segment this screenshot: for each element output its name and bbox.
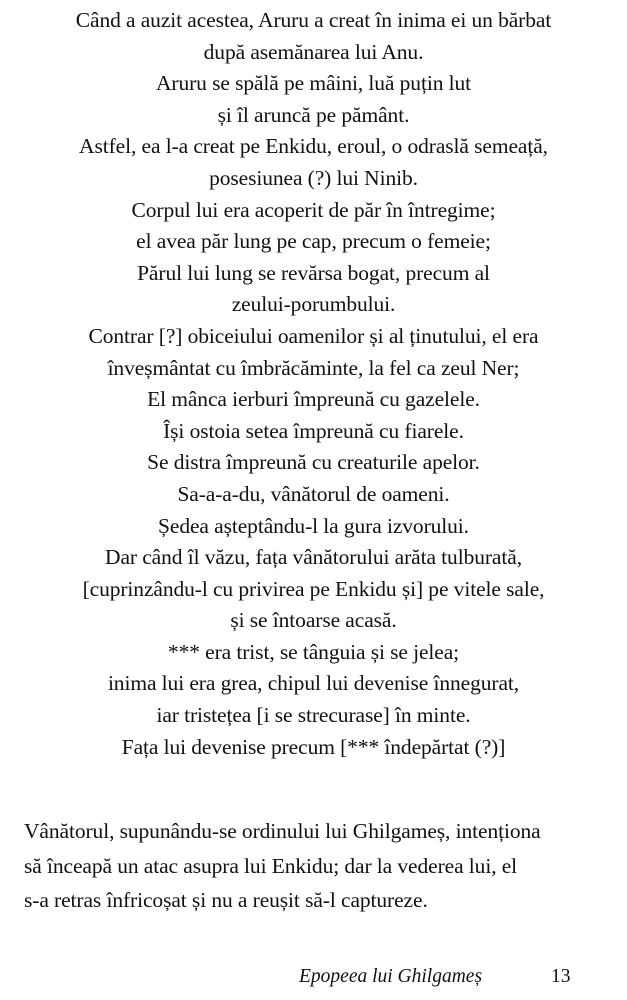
verse-line: Când a auzit acestea, Aruru a creat în inima ei un bărbat — [75, 8, 552, 32]
prose-line: Vânătorul, supunându-se ordinului lui Ghilgameș, intenționa — [24, 819, 541, 843]
verse-line: și se întoarse acasă. — [230, 608, 397, 633]
verse-line: [cuprinzându-l cu privirea pe Enkidu și] pe vitele sale, — [82, 576, 545, 601]
verse-line: înveșmântat cu îmbrăcăminte, la fel ca zeul Ner; — [107, 355, 520, 380]
verse-line: posesiunea (?) lui Ninib. — [209, 165, 418, 190]
verse-block — [0, 5, 627, 763]
verse-line: Corpul lui era acoperit de păr în întregime; — [131, 197, 496, 222]
page-number: 13 — [551, 966, 571, 987]
verse-line: și îl aruncă pe pământ. — [217, 102, 410, 127]
verse-line: Își ostoia setea împreună cu fiarele. — [163, 418, 464, 443]
verse-line: el avea păr lung pe cap, precum o femeie; — [136, 229, 491, 254]
verse-line: iar tristețea [i se strecurase] în minte. — [156, 703, 471, 728]
verse-line: Dar când îl văzu, fața vânătorului arăta tulburată, — [105, 545, 522, 570]
prose-paragraph — [24, 814, 614, 918]
prose-line: să înceapă un atac asupra lui Enkidu; dar la vederea lui, el — [24, 853, 518, 878]
page-footer — [0, 966, 627, 996]
prose-line: s-a retras înfricoșat și nu a reușit să-l captureze. — [24, 888, 428, 912]
verse-line: Contrar [?] obiceiului oamenilor și al ținutului, el era — [88, 323, 539, 348]
verse-line: zeului-porumbului. — [231, 292, 396, 317]
verse-line: Ședea așteptându-l la gura izvorului. — [158, 513, 469, 538]
verse-line: Se distra împreună cu creaturile apelor. — [147, 450, 480, 475]
verse-line: inima lui era grea, chipul lui devenise înnegurat, — [107, 671, 520, 696]
running-title: Epopeea lui Ghilgameș — [299, 966, 483, 987]
verse-line: Părul lui lung se revărsa bogat, precum al — [137, 260, 490, 285]
verse-line: Fața lui devenise precum [*** îndepărtat (?)] — [121, 734, 506, 759]
verse-line: Aruru se spălă pe mâini, luă puțin lut — [155, 71, 472, 96]
verse-line: *** era trist, se tânguia și se jelea; — [167, 639, 460, 664]
verse-line: El mânca ierburi împreună cu gazelele. — [147, 387, 480, 412]
verse-line: Sa-a-a-du, vânătorul de oameni. — [177, 481, 450, 506]
verse-line: Astfel, ea l-a creat pe Enkidu, eroul, o odraslă semeață, — [79, 134, 548, 159]
verse-line: după asemănarea lui Anu. — [203, 39, 424, 64]
